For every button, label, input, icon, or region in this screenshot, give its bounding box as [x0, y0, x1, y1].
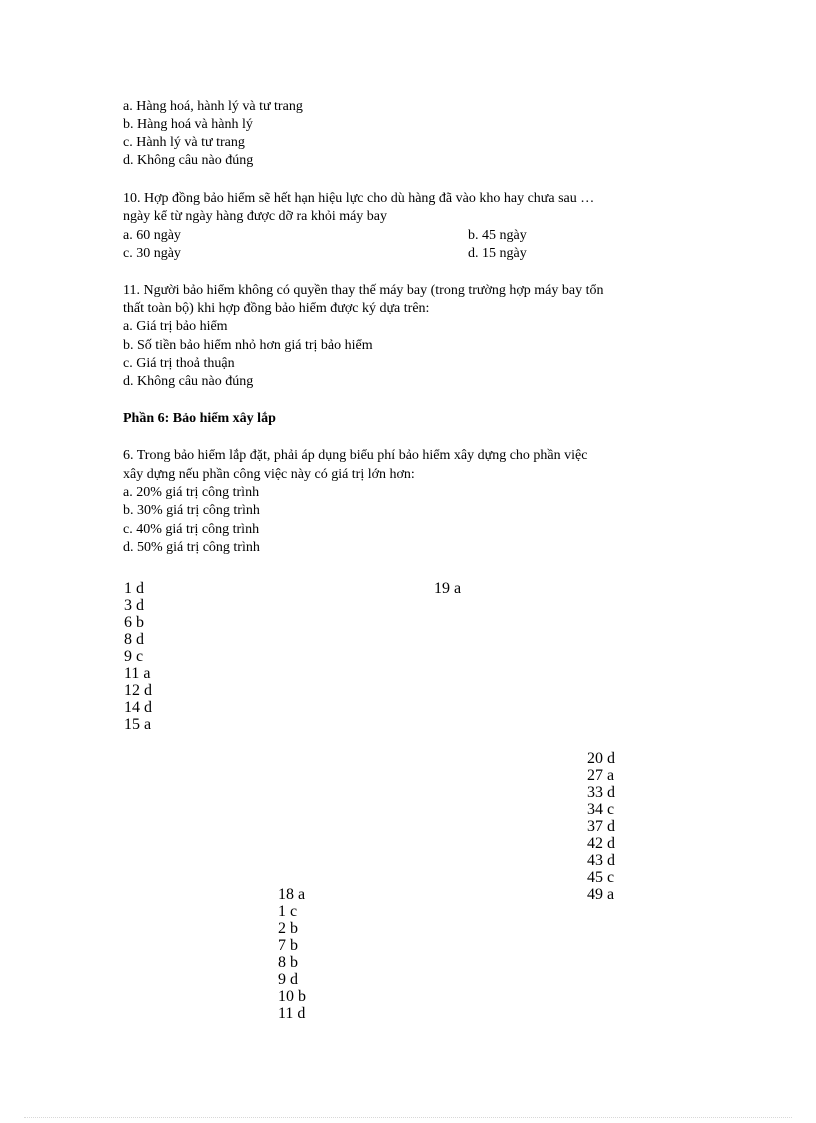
answer-item: 42 d — [587, 835, 615, 852]
question-11-option-c: c. Giá trị thoả thuận — [123, 356, 235, 371]
answer-item: 43 d — [587, 852, 615, 869]
question-11-option-b: b. Số tiền bảo hiểm nhỏ hơn giá trị bảo hiểm — [123, 338, 373, 353]
answer-item: 11 a — [124, 665, 151, 682]
answer-item: 6 b — [124, 614, 144, 631]
answer-column-2 — [434, 580, 461, 597]
answer-item: 11 d — [278, 1005, 306, 1022]
question-10-option-d: d. 15 ngày — [468, 246, 527, 261]
question-6-text-line1: 6. Trong bảo hiểm lắp đặt, phải áp dụng biểu phí bảo hiểm xây dựng cho phần việc — [123, 448, 588, 463]
question-11-option-a: a. Giá trị bảo hiểm — [123, 319, 228, 334]
question-11-text-line1: 11. Người bảo hiểm không có quyền thay thế máy bay (trong trường hợp máy bay tổn — [123, 283, 604, 298]
answer-column-3 — [587, 750, 615, 903]
question-10-option-b: b. 45 ngày — [468, 228, 527, 243]
answer-item: 8 b — [278, 954, 298, 971]
answer-item: 8 d — [124, 631, 144, 648]
answer-item: 1 d — [124, 580, 144, 597]
answer-column-4 — [278, 886, 306, 1022]
answer-item: 2 b — [278, 920, 298, 937]
answer-item: 49 a — [587, 886, 615, 903]
answer-item: 37 d — [587, 818, 615, 835]
answer-item: 20 d — [587, 750, 615, 767]
answer-item: 34 c — [587, 801, 615, 818]
question-6-option-c: c. 40% giá trị công trình — [123, 522, 260, 537]
answer-item: 12 d — [124, 682, 152, 699]
answer-item: 7 b — [278, 937, 298, 954]
answer-item: 15 a — [124, 716, 152, 733]
page-bottom-divider — [24, 1117, 792, 1118]
answer-item: 19 a — [434, 580, 462, 597]
answer-item: 3 d — [124, 597, 144, 614]
question-6-option-a: a. 20% giá trị công trình — [123, 485, 260, 500]
prev-question-option-b: b. Hàng hoá và hành lý — [123, 117, 253, 132]
question-10-option-c: c. 30 ngày — [123, 246, 181, 261]
answer-item: 9 c — [124, 648, 144, 665]
question-10-text-line2: ngày kể từ ngày hàng được dỡ ra khỏi máy bay — [123, 209, 388, 224]
answer-item: 9 d — [278, 971, 298, 988]
answer-item: 14 d — [124, 699, 152, 716]
question-11-text-line2: thất toàn bộ) khi hợp đồng bảo hiểm được ký dựa trên: — [123, 301, 430, 316]
answer-column-1 — [124, 580, 152, 733]
question-10-option-a: a. 60 ngày — [123, 228, 181, 243]
prev-question-option-c: c. Hành lý và tư trang — [123, 135, 245, 150]
answer-item: 33 d — [587, 784, 615, 801]
answer-item: 18 a — [278, 886, 306, 903]
prev-question-option-d: d. Không câu nào đúng — [123, 153, 254, 168]
question-6-text-line2: xây dựng nếu phần công việc này có giá trị lớn hơn: — [123, 467, 415, 482]
question-10-text-line1: 10. Hợp đồng bảo hiểm sẽ hết hạn hiệu lực cho dù hàng đã vào kho hay chưa sau … — [123, 191, 595, 206]
prev-question-option-a: a. Hàng hoá, hành lý và tư trang — [123, 99, 303, 114]
answer-item: 45 c — [587, 869, 615, 886]
section-6-heading: Phần 6: Bảo hiểm xây lắp — [123, 411, 276, 426]
answer-item: 1 c — [278, 903, 298, 920]
question-11-option-d: d. Không câu nào đúng — [123, 374, 254, 389]
question-6-option-d: d. 50% giá trị công trình — [123, 540, 260, 555]
answer-item: 27 a — [587, 767, 615, 784]
question-6-option-b: b. 30% giá trị công trình — [123, 503, 260, 518]
answer-item: 10 b — [278, 988, 306, 1005]
